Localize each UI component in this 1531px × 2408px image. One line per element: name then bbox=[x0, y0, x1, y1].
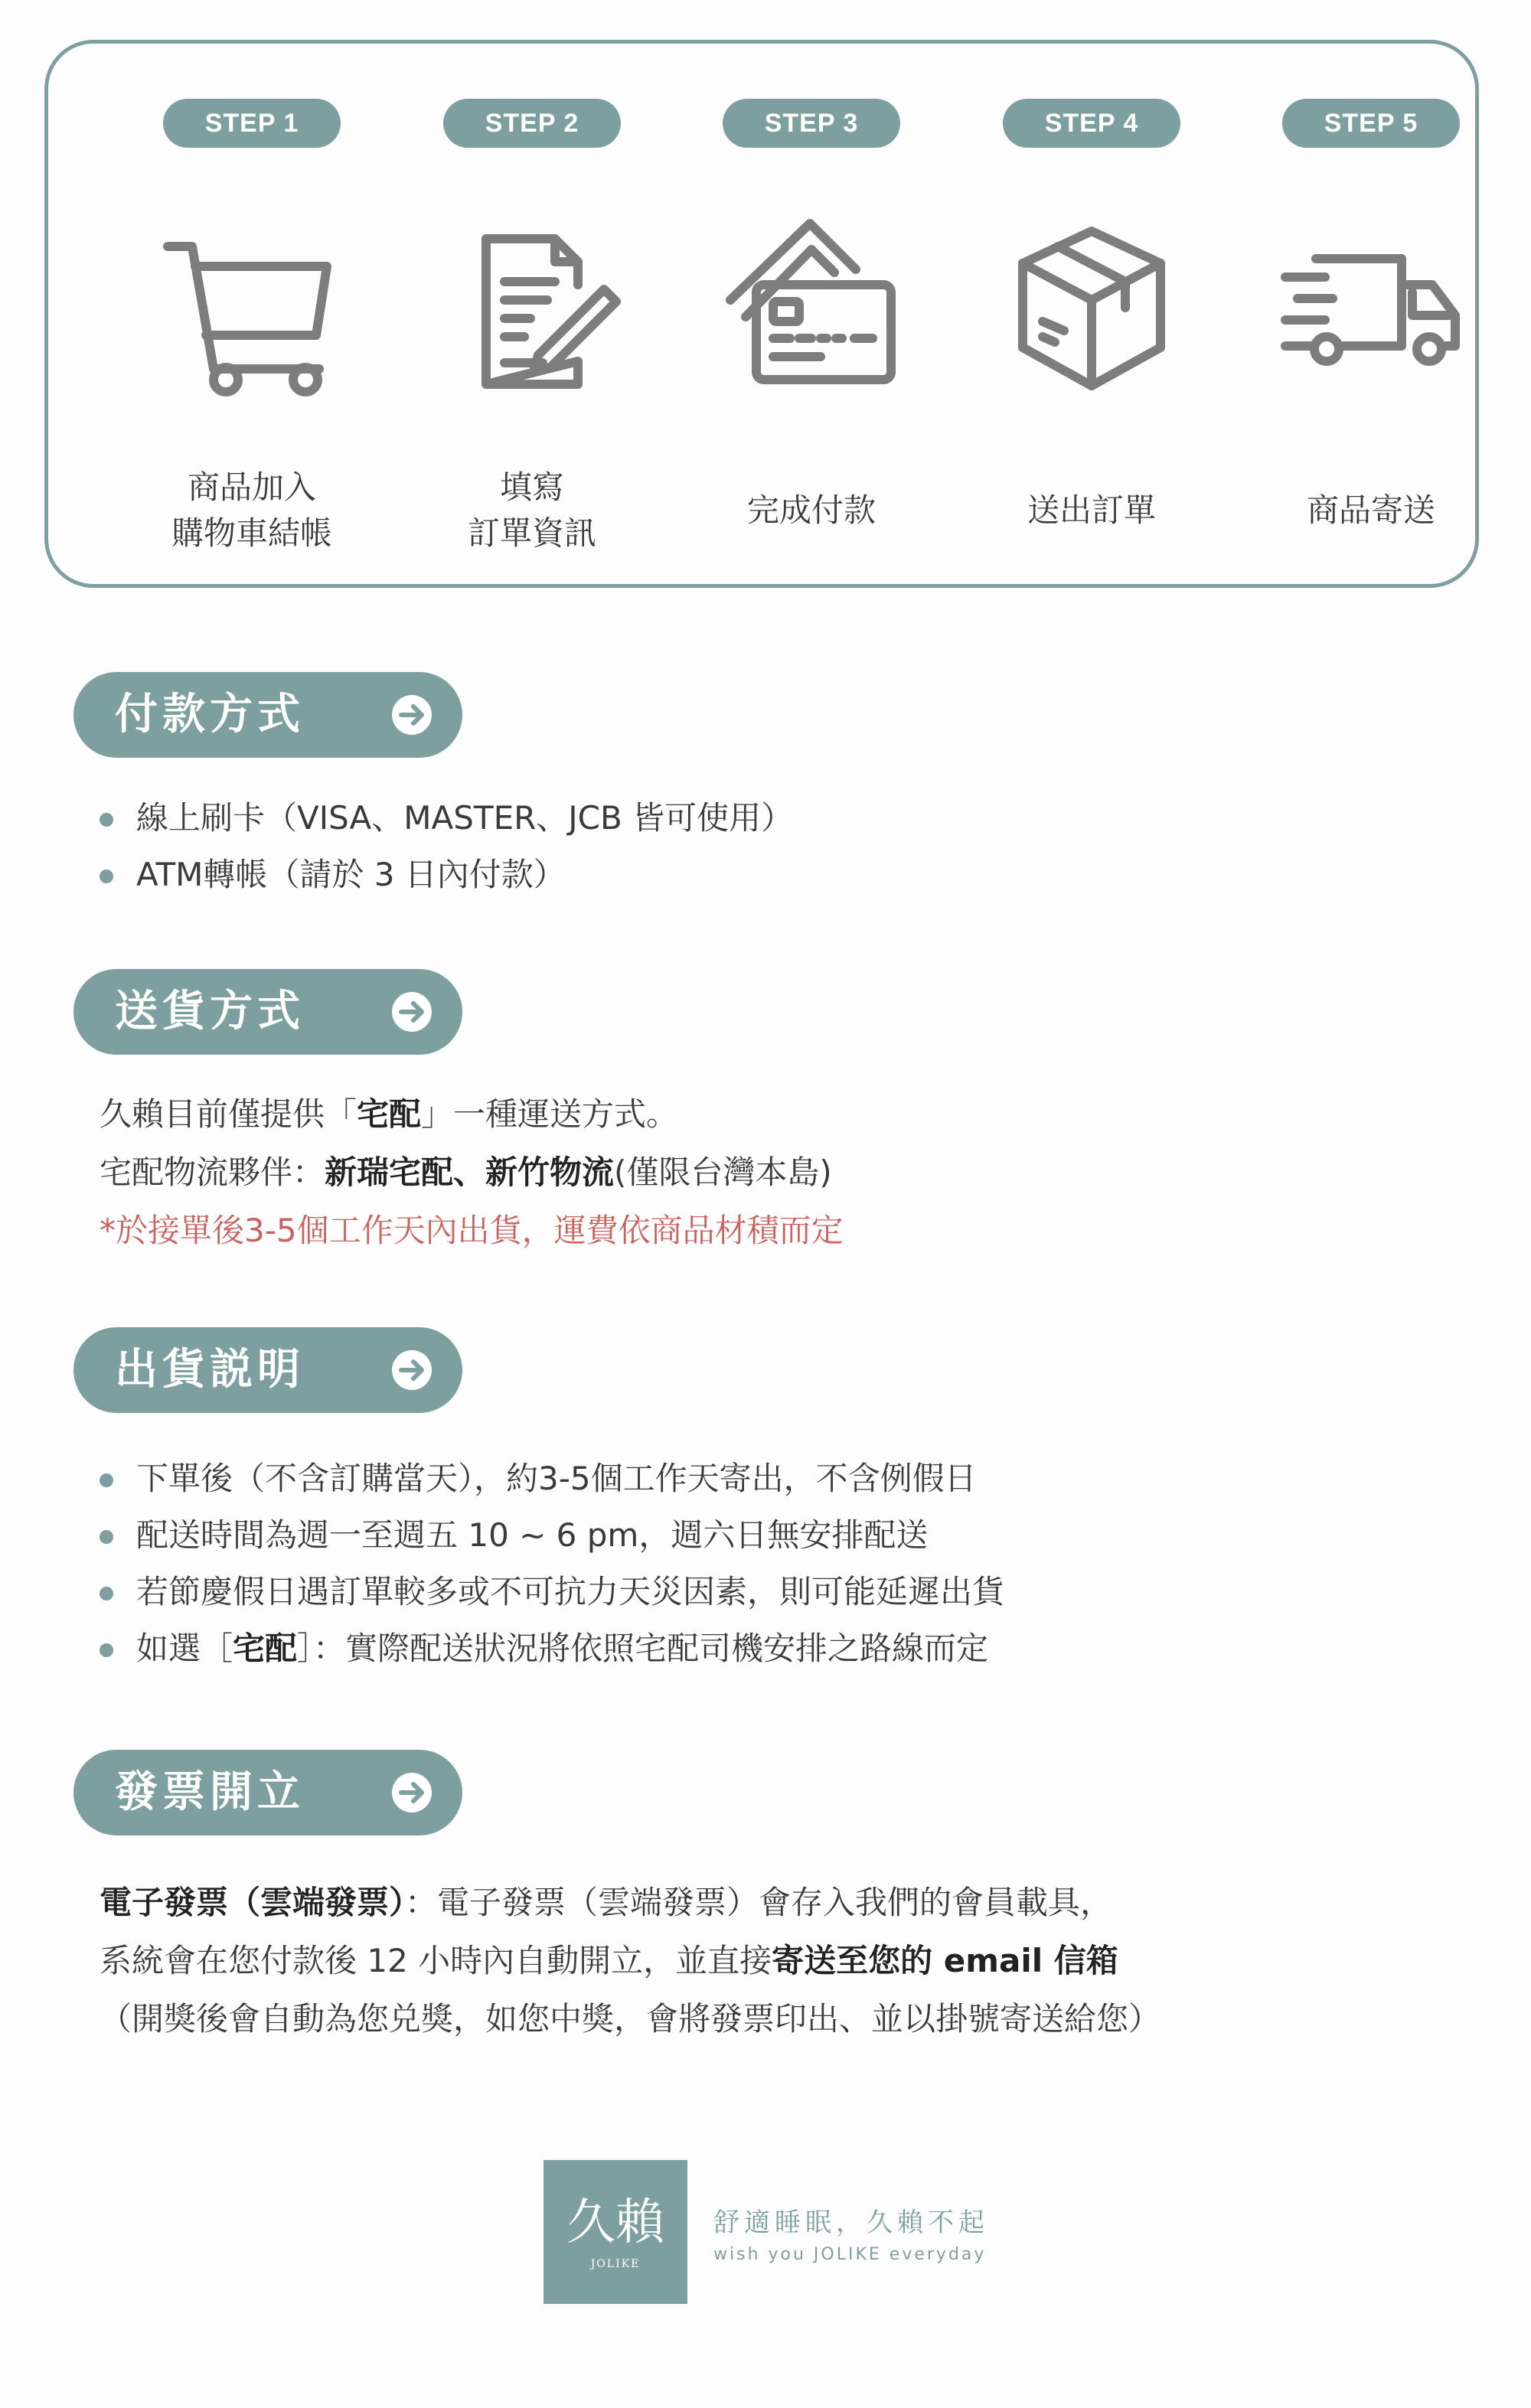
tagline-english: wish you JOLIKE everyday bbox=[713, 2245, 987, 2264]
step-badge: STEP 3 bbox=[723, 99, 900, 148]
shopping-cart-icon bbox=[160, 216, 344, 400]
list-item: 下單後（不含訂購當天），約3-5個工作天寄出，不含例假日 bbox=[100, 1450, 1004, 1507]
step-label: 送出訂單 bbox=[1027, 491, 1156, 529]
step-label: 完成付款 bbox=[746, 491, 876, 529]
shipping-method-line: 久賴目前僅提供「宅配」一種運送方式。 bbox=[100, 1095, 679, 1133]
list-item: 如選［宅配］：實際配送狀況將依照宅配司機安排之路線而定 bbox=[100, 1620, 1004, 1677]
delivery-list bbox=[100, 1450, 1004, 1677]
invoice-line-2: 系統會在您付款後 12 小時內自動開立，並直接寄送至您的 email 信箱 bbox=[100, 1942, 1118, 1979]
shipping-partner-line: 宅配物流夥伴：新瑞宅配、新竹物流(僅限台灣本島) bbox=[100, 1153, 832, 1191]
step-label: 填寫 訂單資訊 bbox=[467, 468, 596, 552]
section-title: 發票開立 bbox=[115, 1767, 305, 1817]
step-3 bbox=[681, 44, 942, 592]
arrow-right-icon bbox=[390, 1771, 433, 1814]
tagline-chinese: 舒適睡眠，久賴不起 bbox=[713, 2207, 989, 2238]
invoice-text bbox=[100, 1874, 1160, 2048]
form-pen-icon bbox=[440, 216, 624, 400]
package-box-icon bbox=[1000, 216, 1183, 400]
step-5 bbox=[1241, 44, 1501, 592]
delivery-section-header bbox=[73, 1327, 462, 1413]
step-4 bbox=[961, 44, 1222, 592]
shipping-section-header bbox=[73, 969, 462, 1055]
step-label: 商品寄送 bbox=[1306, 491, 1435, 529]
arrow-right-icon bbox=[390, 693, 433, 736]
invoice-line-1: 電子發票（雲端發票）：電子發票（雲端發票）會存入我們的會員載具， bbox=[100, 1884, 1113, 1921]
step-badge: STEP 5 bbox=[1282, 99, 1460, 148]
payment-list bbox=[100, 790, 793, 903]
step-badge: STEP 4 bbox=[1003, 99, 1180, 148]
list-item: 若節慶假日遇訂單較多或不可抗力天災因素，則可能延遲出貨 bbox=[100, 1564, 1004, 1620]
section-title: 送貨方式 bbox=[115, 987, 305, 1036]
invoice-line-3: （開獎後會自動為您兑獎，如您中獎，會將發票印出、並以掛號寄送給您） bbox=[100, 2000, 1161, 2038]
section-title: 出貨説明 bbox=[115, 1345, 305, 1395]
payment-section-header bbox=[73, 672, 462, 758]
brand-tagline bbox=[713, 2201, 989, 2264]
list-item: 線上刷卡（VISA、MASTER、JCB 皆可使用） bbox=[100, 790, 793, 847]
step-badge: STEP 1 bbox=[163, 99, 341, 148]
credit-card-icon bbox=[720, 216, 903, 400]
section-title: 付款方式 bbox=[115, 690, 305, 739]
list-item: ATM轉帳（請於 3 日內付款） bbox=[100, 847, 793, 903]
brand-logo bbox=[544, 2160, 687, 2304]
shipping-text bbox=[100, 1085, 844, 1260]
step-badge: STEP 2 bbox=[443, 99, 621, 148]
step-label: 商品加入 購物車結帳 bbox=[171, 468, 332, 552]
logo-mark: 久賴 bbox=[566, 2194, 664, 2251]
list-item: 配送時間為週一至週五 10 ~ 6 pm，週六日無安排配送 bbox=[100, 1507, 1004, 1564]
logo-brand: JOLIKE bbox=[590, 2258, 641, 2270]
arrow-right-icon bbox=[390, 990, 433, 1033]
order-steps-panel bbox=[44, 40, 1479, 588]
step-1 bbox=[122, 44, 382, 592]
delivery-truck-icon bbox=[1279, 216, 1463, 400]
arrow-right-icon bbox=[390, 1349, 433, 1392]
step-2 bbox=[402, 44, 662, 592]
invoice-section-header bbox=[73, 1750, 462, 1835]
shipping-note: *於接單後3-5個工作天內出貨，運費依商品材積而定 bbox=[100, 1212, 844, 1249]
